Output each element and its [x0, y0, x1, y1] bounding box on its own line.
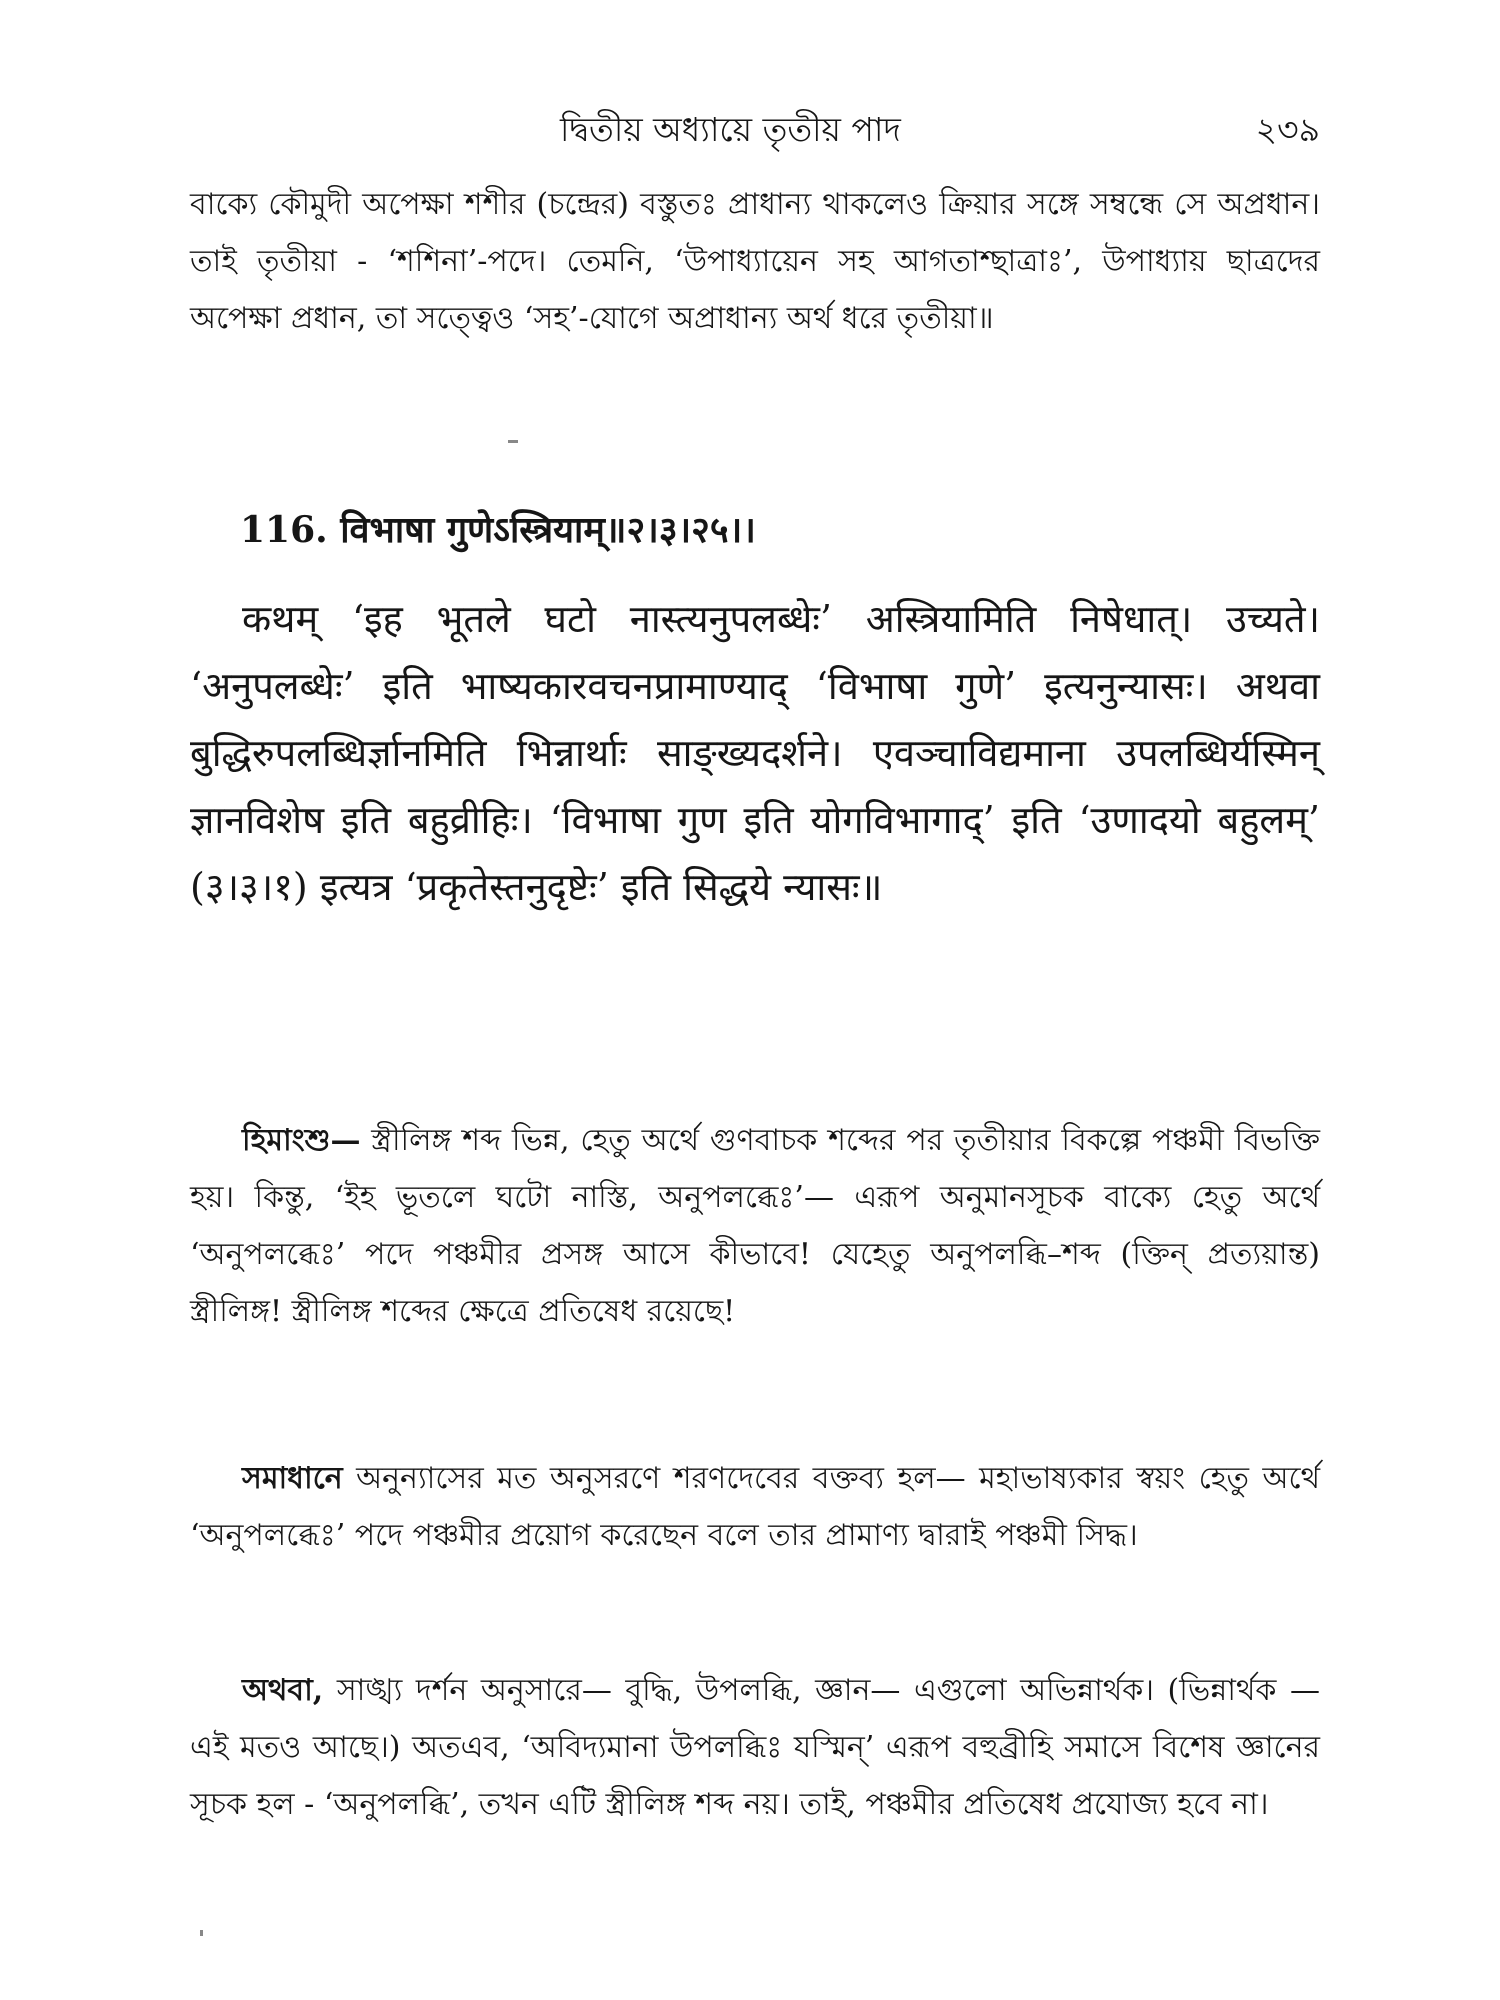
samadhan-text: অনুন্যাসের মত অনুসরণে শরণদেবের বক্তব্য হল— মহাভাষ্যকার স্বয়ং হেতু অর্থে ‘অনুপলব্ধেঃ’ পদে পঞ্চমীর প্রয়োগ করেছেন বলে তার প্রামাণ্য দ্বারাই পঞ্চমী সিদ্ধ। — [190, 1461, 1320, 1553]
samadhan-paragraph — [190, 1450, 1320, 1564]
page-number: ২৩৯ — [1255, 110, 1320, 149]
himangshu-paragraph — [190, 1112, 1320, 1340]
athaba-lead: অথবা, — [242, 1673, 324, 1708]
himangshu-lead: হিমাংশু— — [242, 1123, 361, 1158]
sanskrit-commentary — [190, 586, 1320, 921]
print-speck — [508, 440, 518, 443]
intro-paragraph: বাক্যে কৌমুদী অপেক্ষা শশীর (চন্দ্রের) বস্তুতঃ প্রাধান্য থাকলেও ক্রিয়ার সঙ্গে সম্বন্ধে সে অপ্রধান। তাই তৃতীয়া - ‘শশিনা’-পদে। তেমনি, ‘উপাধ্যায়েন সহ আগতাশ্ছাত্রাঃ’, উপাধ্যায় ছাত্রদের অপেক্ষা প্রধান, তা সত্ত্বেও ‘সহ’-যোগে অপ্রাধান্য অর্থ ধরে তৃতীয়া॥ — [190, 187, 1320, 336]
sutra-heading: 116. विभाषा गुणेऽस्त्रियाम्॥२।३।२५।। — [240, 509, 756, 551]
sanskrit-commentary-text: कथम् ‘इह भूतले घटो नास्त्यनुपलब्धेः’ अस्त्रियामिति निषेधात्। उच्यते। ‘अनुपलब्धेः’ इति भाष्यकारवचनप्रामाण्याद् ‘विभाषा गुणे’ इत्यनुन्यासः। अथवा बुद्धिरुपलब्धिर्ज्ञानमिति भिन्नार्थाः साङ्ख्यदर्शने। एवञ्चाविद्यमाना उपलब्धिर्यस्मिन् ज्ञानविशेष इति बहुव्रीहिः। ‘विभाषा गुण इति योगविभागाद्’ इति ‘उणादयो बहुलम्’ (३।३।१) इत्यत्र ‘प्रकृतेस्तनुदृष्टेः’ इति सिद्धये न्यासः॥ — [190, 597, 1320, 909]
print-speck — [200, 1930, 203, 1936]
running-header — [190, 100, 1320, 160]
chapter-title: দ্বিতীয় অধ্যায়ে তৃতীয় পাদ — [560, 110, 901, 149]
himangshu-text: স্ত্রীলিঙ্গ শব্দ ভিন্ন, হেতু অর্থে গুণবাচক শব্দের পর তৃতীয়ার বিকল্পে পঞ্চমী বিভক্তি হয়। কিন্তু, ‘ইহ ভূতলে ঘটো নাস্তি, অনুপলব্ধেঃ’— এরূপ অনুমানসূচক বাক্যে হেতু অর্থে ‘অনুপলব্ধেঃ’ পদে পঞ্চমীর প্রসঙ্গ আসে কীভাবে! যেহেতু অনুপলব্ধি–শব্দ (ক্তিন্ প্রত্যয়ান্ত) স্ত্রীলিঙ্গ! স্ত্রীলিঙ্গ শব্দের ক্ষেত্রে প্রতিষেধ রয়েছে! — [190, 1123, 1320, 1329]
athaba-text: সাঙ্খ্য দর্শন অনুসারে— বুদ্ধি, উপলব্ধি, জ্ঞান— এগুলো অভিন্নার্থক। (ভিন্নার্থক — এই মতও আছে।) অতএব, ‘অবিদ্যমানা উপলব্ধিঃ যস্মিন্’ এরূপ বহুব্রীহি সমাসে বিশেষ জ্ঞানের সূচক হল - ‘অনুপলব্ধি’, তখন এটি স্ত্রীলিঙ্গ শব্দ নয়। তাই, পঞ্চমীর প্রতিষেধ প্রযোজ্য হবে না। — [190, 1673, 1320, 1822]
athaba-paragraph — [190, 1662, 1320, 1833]
samadhan-lead: সমাধানে — [242, 1461, 343, 1496]
